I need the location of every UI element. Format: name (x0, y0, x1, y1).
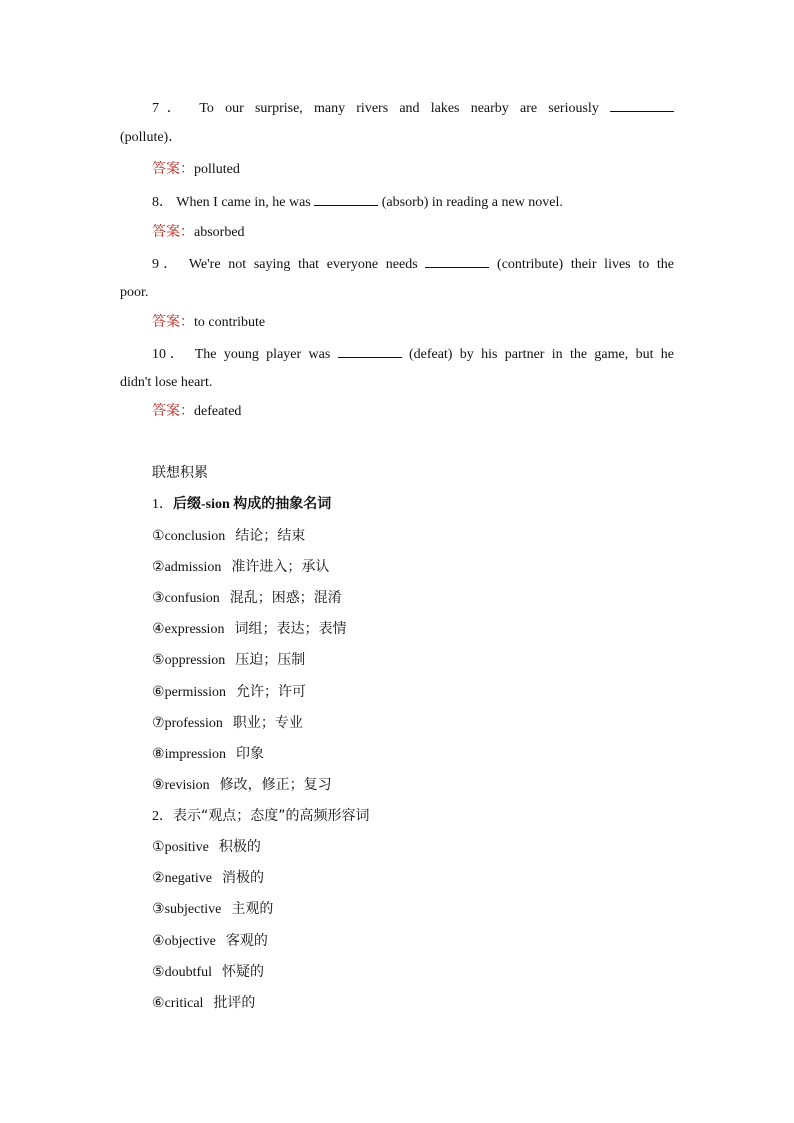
item-word: revision (164, 778, 210, 793)
vocab-item (152, 589, 342, 608)
item-meaning: 主观的 (231, 901, 274, 917)
question-text-after: (defeat) by his partner in the game, but he (408, 347, 675, 362)
item-marker: ② (152, 560, 165, 575)
vocab-item (152, 932, 268, 951)
answer-text: to contribute (194, 315, 266, 330)
vocab-item (152, 558, 329, 577)
vocab-item (152, 745, 264, 764)
item-word: doubtful (164, 965, 213, 980)
item-meaning: 客观的 (225, 933, 268, 949)
item-word: conclusion (164, 529, 226, 544)
question-number: 9． (152, 257, 182, 272)
question-number: 10． (152, 347, 188, 362)
item-meaning: 结论；结束 (235, 528, 306, 544)
vocab-item (152, 527, 305, 546)
item-word: positive (164, 840, 209, 855)
question-text-after: (absorb) in reading a new novel. (381, 195, 563, 210)
item-word: negative (164, 871, 212, 886)
item-meaning: 混乱；困惑；混淆 (229, 590, 342, 606)
item-word: profession (164, 716, 223, 731)
item-marker: ⑤ (152, 653, 165, 668)
group-1-heading (152, 495, 331, 514)
vocab-item (152, 838, 261, 857)
vocab-item (152, 900, 273, 919)
item-word: objective (164, 934, 216, 949)
group-title-suffix: -sion (201, 497, 230, 512)
vocab-item (152, 869, 264, 888)
vocab-item (152, 994, 255, 1013)
question-text: To our surprise, many rivers and lakes nearby are seriously (199, 101, 599, 116)
group-title: 表示“观点；态度”的高频形容词 (173, 808, 370, 824)
answer-10 (152, 402, 241, 421)
question-9-continued: poor. (120, 285, 149, 300)
group-title-rest: 构成的抽象名词 (233, 496, 332, 512)
item-marker: ④ (152, 622, 165, 637)
answer-9 (152, 313, 265, 332)
item-marker: ① (152, 529, 165, 544)
answer-7 (152, 160, 240, 179)
item-word: critical (164, 996, 204, 1011)
item-marker: ① (152, 840, 165, 855)
item-meaning: 准许进入；承认 (231, 559, 330, 575)
item-word: expression (164, 622, 225, 637)
group-2-heading (152, 807, 370, 826)
answer-blank (425, 254, 489, 268)
item-marker: ⑦ (152, 716, 165, 731)
item-word: confusion (164, 591, 220, 606)
item-marker: ⑤ (152, 965, 165, 980)
question-number: 8． (152, 195, 173, 210)
vocab-item (152, 651, 305, 670)
group-number: 1． (152, 497, 173, 512)
group-title-prefix: 后缀 (173, 496, 201, 512)
vocab-item (152, 776, 332, 795)
item-marker: ③ (152, 591, 165, 606)
answer-text: polluted (194, 162, 240, 177)
vocab-item (152, 963, 264, 982)
item-meaning: 词组；表达；表情 (234, 621, 347, 637)
question-text: The young player was (194, 347, 331, 362)
answer-text: absorbed (194, 225, 245, 240)
item-meaning: 压迫；压制 (235, 652, 306, 668)
section-title: 联想积累 (152, 465, 208, 481)
item-meaning: 允许；许可 (236, 684, 307, 700)
item-meaning: 积极的 (218, 839, 261, 855)
item-meaning: 消极的 (221, 870, 264, 886)
answer-text: defeated (194, 404, 242, 419)
answer-label: 答案： (152, 403, 194, 419)
item-marker: ④ (152, 934, 165, 949)
question-7-continued: (pollute)． (120, 130, 183, 145)
question-9 (152, 254, 674, 274)
answer-label: 答案： (152, 224, 194, 240)
item-meaning: 怀疑的 (222, 964, 265, 980)
item-word: permission (164, 685, 227, 700)
vocab-item (152, 714, 303, 733)
question-number: 7． (152, 101, 189, 116)
vocab-item (152, 683, 306, 702)
item-meaning: 职业；专业 (232, 715, 303, 731)
question-8 (152, 192, 563, 212)
item-word: impression (164, 747, 227, 762)
item-word: admission (164, 560, 222, 575)
item-marker: ⑥ (152, 685, 165, 700)
item-meaning: 批评的 (213, 995, 256, 1011)
item-meaning: 修改，修正；复习 (219, 777, 332, 793)
question-text: We're not saying that everyone needs (188, 257, 418, 272)
question-text-after: (contribute) their lives to the (497, 257, 675, 272)
vocab-item (152, 620, 346, 639)
answer-8 (152, 223, 245, 242)
answer-blank (610, 98, 674, 112)
item-marker: ② (152, 871, 165, 886)
item-marker: ⑥ (152, 996, 165, 1011)
question-10 (152, 344, 674, 364)
answer-label: 答案： (152, 161, 194, 177)
group-number: 2． (152, 809, 173, 824)
item-meaning: 印象 (236, 746, 265, 762)
item-marker: ⑨ (152, 778, 165, 793)
item-word: subjective (164, 902, 222, 917)
item-word: oppression (164, 653, 226, 668)
item-marker: ⑧ (152, 747, 165, 762)
answer-label: 答案： (152, 314, 194, 330)
question-text: When I came in, he was (176, 195, 311, 210)
question-7 (152, 98, 674, 118)
answer-blank (338, 344, 402, 358)
item-marker: ③ (152, 902, 165, 917)
question-10-continued: didn't lose heart. (120, 375, 213, 390)
answer-blank (314, 192, 378, 206)
